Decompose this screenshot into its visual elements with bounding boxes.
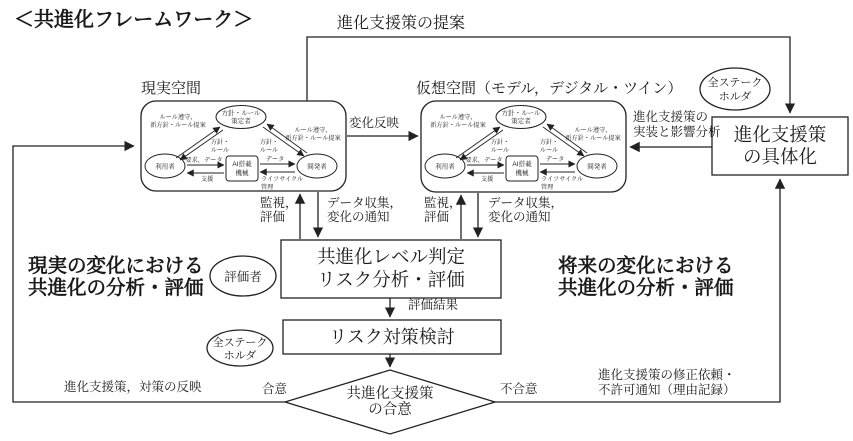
policy-rule-left-label: 方針・ [210,139,230,146]
eval-result-label: 評価結果 [408,298,459,312]
ai-machine-label: AI搭載 [232,161,252,168]
right-note: 将来の変化における [558,255,734,277]
user-label: 利用者 [435,163,455,171]
policy-maker-ellipse [496,106,546,129]
revise-request-label: 進化支援策の修正依頼・ [598,368,736,382]
page-title: ＜共進化フレームワーク＞ [14,9,254,31]
lifecycle-label: 管理 [261,184,274,191]
lifecycle-label: ライフサイクル [261,176,304,183]
developer-label: 開発者 [307,163,327,171]
compliance-right-label: 新方針・ルール提案 [285,135,341,142]
lifecycle-label: ライフサイクル [541,176,584,183]
disagree-label: 不合意 [500,382,538,396]
policy-rule-right-label: 方針・ [539,139,559,146]
ai-machine-label: 機械 [235,170,249,177]
policy-rule-right-label: 方針・ [259,139,279,146]
ai-machine-label: 機械 [515,170,529,177]
policy-maker-label: 方針・ルール [221,110,261,117]
left-note: 現実の変化における [28,255,204,277]
policy-rule-left-label: ルール [490,147,510,154]
compliance-right-label: ルール遵守， [574,127,612,134]
level-judge-label: リスク分析・評価 [317,269,465,290]
stakeholder-left-label: 全ステーク [212,337,268,349]
data-label: データ [545,156,565,163]
level-judge-label: 共進化レベル判定 [316,246,466,267]
implement-analysis-label: 実装と影響分析 [633,125,721,139]
support-label: 支援 [480,176,494,183]
request-data-label: 要求，データ [185,157,223,164]
virtual-space [421,101,626,192]
implement-analysis-label: 進化支援策の [633,110,709,124]
compliance-left-label: ルール遵守， [439,114,477,121]
agree-label: 合意 [262,382,288,396]
policy-rule-left-label: 方針・ [490,139,510,146]
policy-maker-label: 策定者 [511,118,531,125]
collect-right-label: 変化の通知 [488,210,551,224]
compliance-left-label: 新方針・ルール提案 [150,122,206,129]
request-data-label: 要求，データ [465,157,503,164]
ai-machine-box [506,156,538,181]
compliance-left-label: 新方針・ルール提案 [430,122,486,129]
ai-machine-label: AI搭載 [512,161,532,168]
left-note: 共進化の分析・評価 [28,277,204,299]
compliance-left-label: ルール遵守， [159,114,197,121]
reflect-measures-label: 進化支援策，対策の反映 [64,380,202,394]
right-note: 共進化の分析・評価 [558,277,734,299]
compliance-right-label: 新方針・ルール提案 [565,135,621,142]
stakeholder-top-label: 全ステーク [707,77,763,89]
agreement-label: 共進化支援策 [346,386,434,402]
policy-rule-left-label: ルール [210,147,230,154]
virtual-space-title: 仮想空間（モデル，デジタル・ツイン） [416,80,683,97]
stakeholder-top-ellipse [700,68,770,110]
support-label: 支援 [200,176,214,183]
stakeholder-top-label: ホルダ [718,91,752,103]
policy-rule-right-label: ルール [539,147,559,154]
concretize-label: 進化支援策 [733,124,827,145]
collect-left-label: データ収集， [327,196,403,210]
real-space-title: 現実空間 [141,80,202,97]
agreement-label: の合意 [368,402,412,418]
policy-rule-right-label: ルール [259,147,279,154]
compliance-right-label: ルール遵守， [294,127,332,134]
evaluator-label: 評価者 [224,270,262,284]
collect-left-label: 変化の通知 [327,210,390,224]
proposal-label: 進化支援策の提案 [337,15,466,32]
user-label: 利用者 [155,163,175,171]
collect-right-label: データ収集， [488,196,564,210]
revise-request-label: 不許可通知（理由記録） [598,383,736,397]
monitor-right-label: 評価 [424,210,450,224]
policy-maker-label: 策定者 [231,118,251,125]
change-reflect-label: 変化反映 [349,116,400,130]
concretize-label: の具体化 [742,146,818,167]
policy-maker-label: 方針・ルール [501,110,541,117]
ai-machine-box [226,156,258,181]
monitor-left-label: 評価 [260,210,286,224]
developer-label: 開発者 [587,163,607,171]
stakeholder-left-label: ホルダ [223,350,257,362]
monitor-left-label: 監視， [260,196,298,210]
data-label: データ [265,156,285,163]
real-space [141,101,346,191]
policy-maker-ellipse [216,106,266,129]
lifecycle-label: 管理 [541,184,554,191]
monitor-right-label: 監視， [424,196,462,210]
risk-measure-label: リスク対策検討 [329,327,455,347]
